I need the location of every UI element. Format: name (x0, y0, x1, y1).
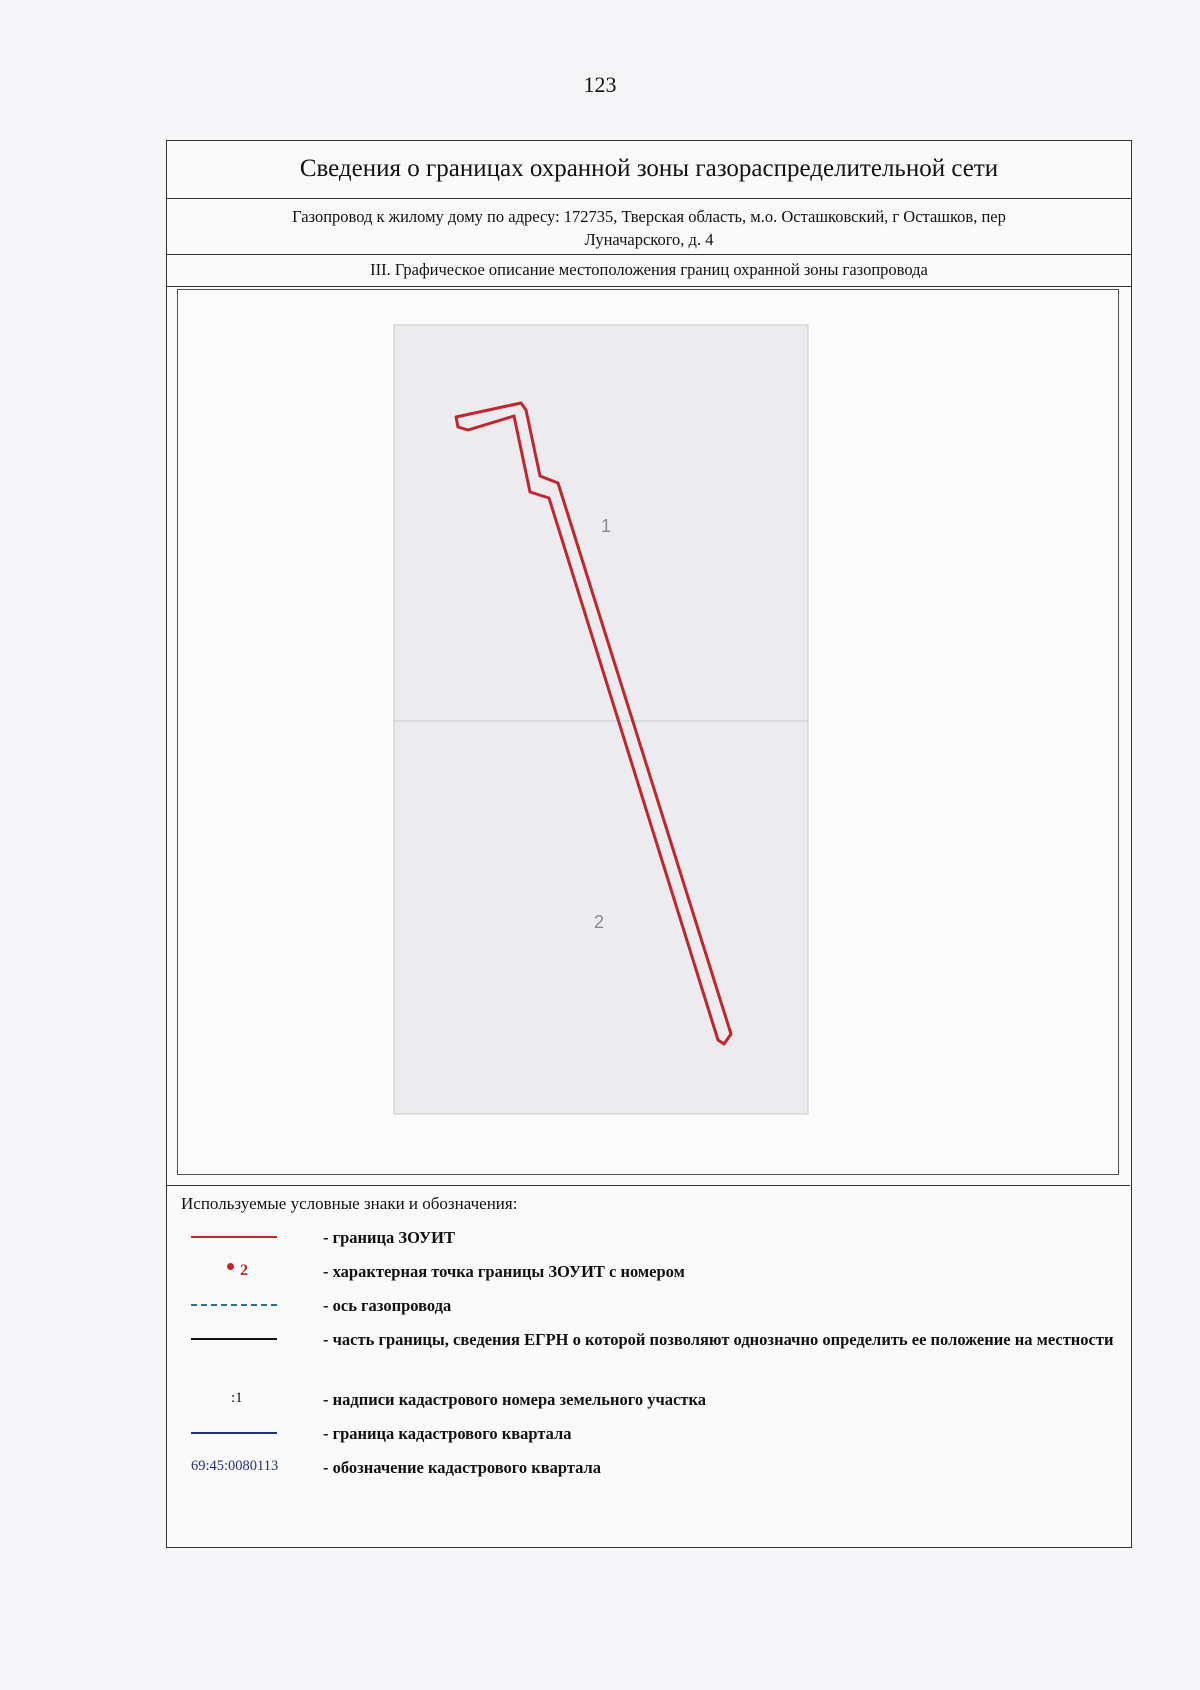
navy-line-icon (191, 1432, 277, 1434)
map-drawing (178, 290, 1120, 1176)
dashed-line-icon (191, 1304, 277, 1306)
parcel-label-1: 1 (601, 516, 612, 536)
page-number: 123 (583, 72, 617, 97)
legend-title: Используемые условные знаки и обозначения: (181, 1194, 518, 1213)
point-number-sample: 2 (240, 1262, 248, 1279)
document-frame (166, 140, 1132, 1548)
legend-text: - граница ЗОУИТ (323, 1228, 455, 1247)
document-title: Сведения о границах охранной зоны газораспределительной сети (167, 141, 1131, 199)
legend-text: - граница кадастрового квартала (323, 1424, 572, 1443)
red-point-icon (227, 1263, 234, 1270)
block-code-sample: 69:45:0080113 (191, 1458, 279, 1474)
object-description-line-1: Газопровод к жилому дому по адресу: 172735, Тверская область, м.о. Осташковский, г Осташков, пер (292, 207, 1006, 226)
parcel-label-2: 2 (594, 912, 605, 932)
cadastral-label-sample: :1 (231, 1390, 243, 1406)
legend (167, 1185, 1130, 1477)
red-line-icon (191, 1236, 277, 1238)
legend-text: - обозначение кадастрового квартала (323, 1458, 602, 1477)
legend-text: - часть границы, сведения ЕГРН о которой позволяют однозначно определить ее положение на местности (323, 1330, 1114, 1349)
object-description-line-2: Луначарского, д. 4 (584, 230, 714, 249)
legend-text: - характерная точка границы ЗОУИТ с номером (323, 1262, 685, 1281)
legend-text: - ось газопровода (323, 1296, 452, 1315)
map-area (177, 289, 1119, 1175)
section-heading: III. Графическое описание местоположения границ охранной зоны газопровода (167, 255, 1131, 287)
black-line-icon (191, 1338, 277, 1340)
legend-text: - надписи кадастрового номера земельного участка (323, 1390, 706, 1409)
object-description (167, 199, 1131, 255)
